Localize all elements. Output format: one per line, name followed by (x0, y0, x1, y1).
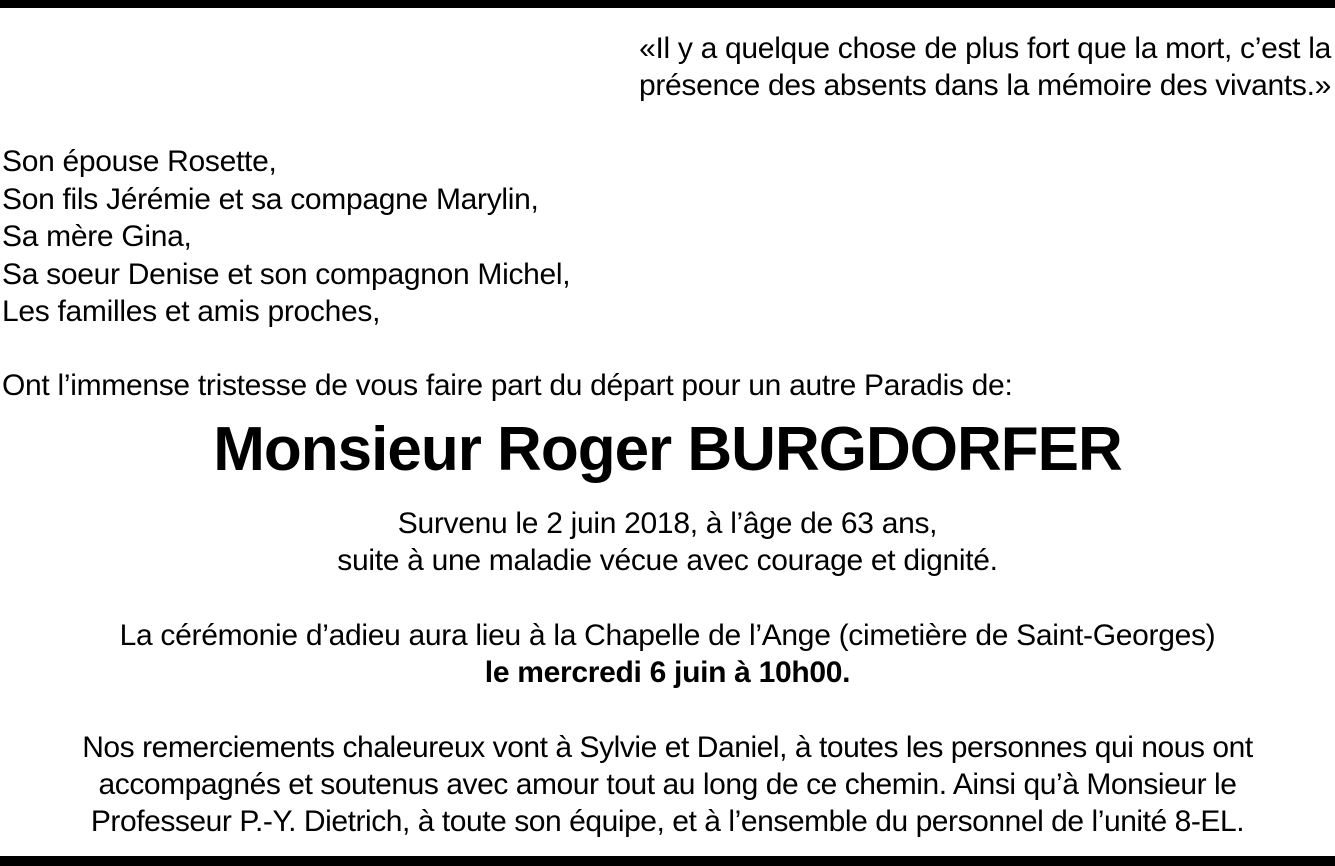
family-list (2, 143, 570, 331)
family-member-line: Sa mère Gina, (2, 220, 192, 253)
family-member-line: Son épouse Rosette, (2, 145, 277, 178)
thanks-line: Nos remerciements chaleureux vont à Sylvie et Daniel, à toutes les personnes qui nous ont (82, 731, 1253, 764)
quote-line: «Il y a quelque chose de plus fort que la mort, c’est la (639, 32, 1331, 65)
thanks-line: accompagnés et soutenus avec amour tout au long de ce chemin. Ainsi qu’à Monsieur le (98, 768, 1237, 801)
deceased-name: Monsieur Roger BURGDORFER (213, 415, 1122, 484)
family-member-line: Les familles et amis proches, (2, 295, 381, 328)
announcement-intro: Ont l’immense tristesse de vous faire part du départ pour un autre Paradis de: (2, 369, 1013, 402)
death-details (0, 505, 1335, 579)
quote-line: présence des absents dans la mémoire des vivants.» (638, 69, 1331, 102)
family-member-line: Son fils Jérémie et sa compagne Marylin, (2, 182, 539, 216)
ceremony-datetime: le mercredi 6 juin à 10h00. (484, 656, 851, 689)
thanks-line: Professeur P.-Y. Dietrich, à toute son équipe, et à l’ensemble du personnel de l’unité 8-EL. (90, 805, 1245, 838)
top-border-rule (0, 0, 1335, 8)
acknowledgements (0, 729, 1335, 840)
death-line: Survenu le 2 juin 2018, à l’âge de 63 ans, (397, 507, 938, 540)
family-member-line: Sa soeur Denise et son compagnon Michel, (2, 257, 571, 291)
bottom-border-rule (0, 856, 1335, 866)
epigraph-quote (431, 30, 1331, 104)
death-line: suite à une maladie vécue avec courage et dignité. (337, 544, 998, 577)
ceremony-details (0, 617, 1335, 691)
ceremony-place: La cérémonie d’adieu aura lieu à la Chapelle de l’Ange (cimetière de Saint-Georges) (119, 619, 1216, 652)
